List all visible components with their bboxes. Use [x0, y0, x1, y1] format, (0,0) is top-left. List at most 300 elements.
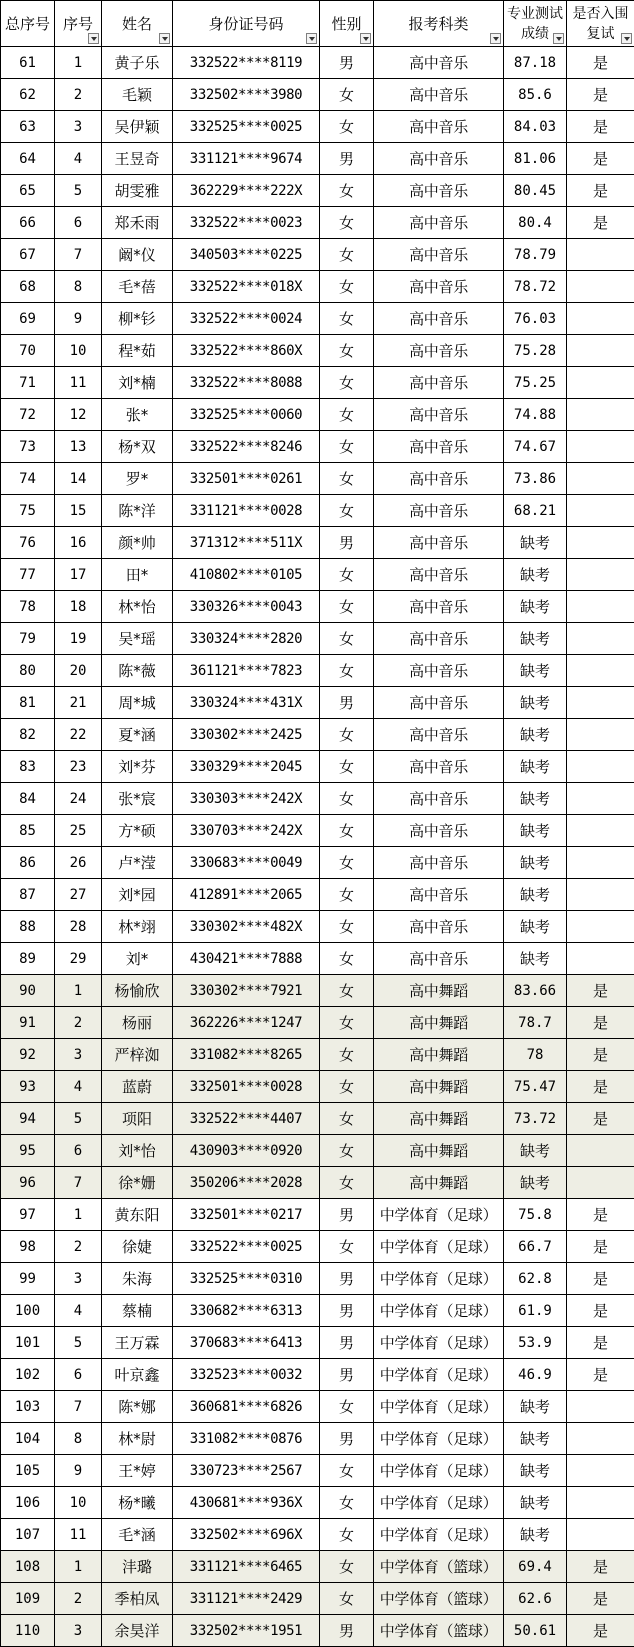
cell-pass[interactable] [567, 655, 634, 687]
cell-pass[interactable] [567, 463, 634, 495]
cell-name[interactable]: 陈*娜 [102, 1391, 173, 1423]
cell-total-seq[interactable]: 107 [1, 1519, 55, 1551]
cell-gender[interactable]: 女 [320, 271, 374, 303]
cell-id-number[interactable]: 330723****2567 [173, 1455, 320, 1487]
cell-pass[interactable]: 是 [567, 207, 634, 239]
cell-score[interactable]: 61.9 [504, 1295, 567, 1327]
cell-total-seq[interactable]: 74 [1, 463, 55, 495]
cell-id-number[interactable]: 332522****0025 [173, 1231, 320, 1263]
cell-seq[interactable]: 5 [55, 1103, 102, 1135]
cell-subject[interactable]: 高中舞蹈 [374, 1071, 504, 1103]
cell-total-seq[interactable]: 71 [1, 367, 55, 399]
cell-id-number[interactable]: 332522****860X [173, 335, 320, 367]
cell-score[interactable]: 缺考 [504, 687, 567, 719]
cell-name[interactable]: 刘* [102, 943, 173, 975]
cell-pass[interactable] [567, 815, 634, 847]
cell-id-number[interactable]: 410802****0105 [173, 559, 320, 591]
cell-total-seq[interactable]: 88 [1, 911, 55, 943]
cell-name[interactable]: 陈*薇 [102, 655, 173, 687]
cell-score[interactable]: 缺考 [504, 1455, 567, 1487]
cell-subject[interactable]: 高中音乐 [374, 559, 504, 591]
cell-pass[interactable]: 是 [567, 1199, 634, 1231]
cell-seq[interactable]: 14 [55, 463, 102, 495]
cell-gender[interactable]: 女 [320, 1039, 374, 1071]
cell-id-number[interactable]: 340503****0225 [173, 239, 320, 271]
cell-gender[interactable]: 女 [320, 623, 374, 655]
cell-id-number[interactable]: 332525****0310 [173, 1263, 320, 1295]
cell-score[interactable]: 缺考 [504, 1391, 567, 1423]
cell-id-number[interactable]: 332522****8119 [173, 47, 320, 79]
cell-seq[interactable]: 26 [55, 847, 102, 879]
cell-gender[interactable]: 女 [320, 655, 374, 687]
cell-total-seq[interactable]: 92 [1, 1039, 55, 1071]
cell-seq[interactable]: 11 [55, 1519, 102, 1551]
cell-gender[interactable]: 女 [320, 79, 374, 111]
cell-score[interactable]: 68.21 [504, 495, 567, 527]
cell-gender[interactable]: 女 [320, 1231, 374, 1263]
cell-seq[interactable]: 24 [55, 783, 102, 815]
cell-score[interactable]: 84.03 [504, 111, 567, 143]
cell-name[interactable]: 项阳 [102, 1103, 173, 1135]
cell-id-number[interactable]: 331082****0876 [173, 1423, 320, 1455]
cell-pass[interactable]: 是 [567, 1359, 634, 1391]
cell-score[interactable]: 78.7 [504, 1007, 567, 1039]
cell-name[interactable]: 徐婕 [102, 1231, 173, 1263]
cell-score[interactable]: 46.9 [504, 1359, 567, 1391]
cell-gender[interactable]: 女 [320, 335, 374, 367]
cell-subject[interactable]: 高中音乐 [374, 111, 504, 143]
cell-gender[interactable]: 女 [320, 463, 374, 495]
cell-score[interactable]: 75.47 [504, 1071, 567, 1103]
cell-gender[interactable]: 男 [320, 1295, 374, 1327]
cell-subject[interactable]: 高中舞蹈 [374, 975, 504, 1007]
cell-name[interactable]: 田* [102, 559, 173, 591]
cell-seq[interactable]: 4 [55, 1071, 102, 1103]
cell-gender[interactable]: 女 [320, 1583, 374, 1615]
cell-pass[interactable]: 是 [567, 1263, 634, 1295]
cell-pass[interactable] [567, 271, 634, 303]
cell-gender[interactable]: 女 [320, 719, 374, 751]
cell-name[interactable]: 周*城 [102, 687, 173, 719]
cell-pass[interactable] [567, 1167, 634, 1199]
cell-gender[interactable]: 女 [320, 559, 374, 591]
cell-pass[interactable]: 是 [567, 1615, 634, 1647]
cell-gender[interactable]: 女 [320, 239, 374, 271]
cell-id-number[interactable]: 350206****2028 [173, 1167, 320, 1199]
cell-gender[interactable]: 女 [320, 1519, 374, 1551]
cell-name[interactable]: 陈*洋 [102, 495, 173, 527]
cell-pass[interactable] [567, 239, 634, 271]
cell-total-seq[interactable]: 100 [1, 1295, 55, 1327]
cell-total-seq[interactable]: 63 [1, 111, 55, 143]
cell-subject[interactable]: 高中音乐 [374, 335, 504, 367]
cell-seq[interactable]: 8 [55, 271, 102, 303]
cell-seq[interactable]: 1 [55, 47, 102, 79]
cell-subject[interactable]: 高中音乐 [374, 495, 504, 527]
cell-total-seq[interactable]: 99 [1, 1263, 55, 1295]
cell-seq[interactable]: 7 [55, 1391, 102, 1423]
cell-name[interactable]: 余昊洋 [102, 1615, 173, 1647]
cell-seq[interactable]: 3 [55, 1039, 102, 1071]
cell-id-number[interactable]: 362226****1247 [173, 1007, 320, 1039]
cell-score[interactable]: 缺考 [504, 591, 567, 623]
cell-gender[interactable]: 女 [320, 847, 374, 879]
cell-seq[interactable]: 8 [55, 1423, 102, 1455]
cell-seq[interactable]: 13 [55, 431, 102, 463]
cell-seq[interactable]: 4 [55, 143, 102, 175]
cell-seq[interactable]: 6 [55, 1359, 102, 1391]
cell-id-number[interactable]: 331121****6465 [173, 1551, 320, 1583]
cell-id-number[interactable]: 332522****0024 [173, 303, 320, 335]
cell-total-seq[interactable]: 97 [1, 1199, 55, 1231]
cell-subject[interactable]: 高中音乐 [374, 47, 504, 79]
cell-seq[interactable]: 3 [55, 1263, 102, 1295]
cell-total-seq[interactable]: 79 [1, 623, 55, 655]
cell-subject[interactable]: 高中音乐 [374, 847, 504, 879]
cell-seq[interactable]: 6 [55, 207, 102, 239]
cell-seq[interactable]: 3 [55, 1615, 102, 1647]
cell-total-seq[interactable]: 106 [1, 1487, 55, 1519]
cell-name[interactable]: 刘*园 [102, 879, 173, 911]
cell-subject[interactable]: 高中音乐 [374, 79, 504, 111]
cell-gender[interactable]: 女 [320, 975, 374, 1007]
cell-pass[interactable] [567, 1135, 634, 1167]
cell-name[interactable]: 杨丽 [102, 1007, 173, 1039]
cell-name[interactable]: 蓝蔚 [102, 1071, 173, 1103]
cell-score[interactable]: 缺考 [504, 911, 567, 943]
cell-pass[interactable] [567, 751, 634, 783]
cell-subject[interactable]: 高中音乐 [374, 527, 504, 559]
cell-total-seq[interactable]: 109 [1, 1583, 55, 1615]
cell-id-number[interactable]: 330303****242X [173, 783, 320, 815]
cell-subject[interactable]: 中学体育（足球） [374, 1455, 504, 1487]
cell-score[interactable]: 缺考 [504, 751, 567, 783]
cell-total-seq[interactable]: 90 [1, 975, 55, 1007]
cell-id-number[interactable]: 430681****936X [173, 1487, 320, 1519]
cell-id-number[interactable]: 331121****9674 [173, 143, 320, 175]
cell-id-number[interactable]: 330703****242X [173, 815, 320, 847]
cell-name[interactable]: 阚*仪 [102, 239, 173, 271]
cell-name[interactable]: 叶京鑫 [102, 1359, 173, 1391]
cell-pass[interactable]: 是 [567, 47, 634, 79]
cell-subject[interactable]: 中学体育（足球） [374, 1391, 504, 1423]
cell-name[interactable]: 张* [102, 399, 173, 431]
cell-seq[interactable]: 12 [55, 399, 102, 431]
cell-total-seq[interactable]: 94 [1, 1103, 55, 1135]
cell-id-number[interactable]: 330302****2425 [173, 719, 320, 751]
cell-score[interactable]: 缺考 [504, 655, 567, 687]
cell-total-seq[interactable]: 110 [1, 1615, 55, 1647]
cell-score[interactable]: 74.67 [504, 431, 567, 463]
cell-seq[interactable]: 20 [55, 655, 102, 687]
cell-id-number[interactable]: 331121****0028 [173, 495, 320, 527]
cell-score[interactable]: 62.8 [504, 1263, 567, 1295]
cell-gender[interactable]: 女 [320, 1007, 374, 1039]
cell-pass[interactable]: 是 [567, 1231, 634, 1263]
cell-seq[interactable]: 4 [55, 1295, 102, 1327]
cell-pass[interactable] [567, 623, 634, 655]
cell-gender[interactable]: 男 [320, 527, 374, 559]
cell-subject[interactable]: 高中舞蹈 [374, 1007, 504, 1039]
cell-seq[interactable]: 10 [55, 1487, 102, 1519]
cell-score[interactable]: 缺考 [504, 1519, 567, 1551]
cell-gender[interactable]: 男 [320, 1199, 374, 1231]
cell-total-seq[interactable]: 65 [1, 175, 55, 207]
cell-subject[interactable]: 高中音乐 [374, 783, 504, 815]
cell-total-seq[interactable]: 77 [1, 559, 55, 591]
cell-seq[interactable]: 25 [55, 815, 102, 847]
cell-pass[interactable]: 是 [567, 1071, 634, 1103]
cell-pass[interactable]: 是 [567, 175, 634, 207]
cell-total-seq[interactable]: 91 [1, 1007, 55, 1039]
cell-total-seq[interactable]: 70 [1, 335, 55, 367]
cell-subject[interactable]: 高中音乐 [374, 463, 504, 495]
cell-pass[interactable] [567, 943, 634, 975]
cell-seq[interactable]: 17 [55, 559, 102, 591]
cell-id-number[interactable]: 330324****2820 [173, 623, 320, 655]
cell-subject[interactable]: 中学体育（足球） [374, 1263, 504, 1295]
cell-score[interactable]: 缺考 [504, 719, 567, 751]
cell-score[interactable]: 缺考 [504, 879, 567, 911]
cell-pass[interactable] [567, 911, 634, 943]
cell-pass[interactable]: 是 [567, 1295, 634, 1327]
cell-seq[interactable]: 29 [55, 943, 102, 975]
cell-pass[interactable]: 是 [567, 1039, 634, 1071]
cell-gender[interactable]: 女 [320, 431, 374, 463]
cell-score[interactable]: 73.72 [504, 1103, 567, 1135]
cell-id-number[interactable]: 332525****0025 [173, 111, 320, 143]
cell-score[interactable]: 50.61 [504, 1615, 567, 1647]
cell-name[interactable]: 胡雯雅 [102, 175, 173, 207]
cell-score[interactable]: 75.8 [504, 1199, 567, 1231]
cell-score[interactable]: 缺考 [504, 847, 567, 879]
cell-score[interactable]: 80.4 [504, 207, 567, 239]
cell-total-seq[interactable]: 98 [1, 1231, 55, 1263]
cell-name[interactable]: 刘*楠 [102, 367, 173, 399]
filter-dropdown-icon[interactable] [621, 33, 632, 44]
cell-score[interactable]: 缺考 [504, 623, 567, 655]
cell-name[interactable]: 刘*芬 [102, 751, 173, 783]
cell-score[interactable]: 73.86 [504, 463, 567, 495]
cell-seq[interactable]: 23 [55, 751, 102, 783]
cell-subject[interactable]: 高中音乐 [374, 591, 504, 623]
cell-name[interactable]: 严梓洳 [102, 1039, 173, 1071]
cell-pass[interactable] [567, 719, 634, 751]
cell-score[interactable]: 缺考 [504, 1135, 567, 1167]
cell-pass[interactable] [567, 303, 634, 335]
cell-pass[interactable] [567, 687, 634, 719]
cell-seq[interactable]: 28 [55, 911, 102, 943]
cell-name[interactable]: 王*婷 [102, 1455, 173, 1487]
cell-subject[interactable]: 中学体育（足球） [374, 1231, 504, 1263]
cell-total-seq[interactable]: 86 [1, 847, 55, 879]
cell-score[interactable]: 87.18 [504, 47, 567, 79]
cell-subject[interactable]: 高中音乐 [374, 175, 504, 207]
cell-subject[interactable]: 高中音乐 [374, 431, 504, 463]
cell-score[interactable]: 缺考 [504, 1167, 567, 1199]
cell-id-number[interactable]: 332502****3980 [173, 79, 320, 111]
cell-gender[interactable]: 女 [320, 1167, 374, 1199]
cell-score[interactable]: 80.45 [504, 175, 567, 207]
cell-name[interactable]: 程*茹 [102, 335, 173, 367]
cell-pass[interactable] [567, 879, 634, 911]
cell-seq[interactable]: 15 [55, 495, 102, 527]
cell-subject[interactable]: 高中音乐 [374, 271, 504, 303]
cell-pass[interactable] [567, 1519, 634, 1551]
cell-subject[interactable]: 高中音乐 [374, 303, 504, 335]
cell-score[interactable]: 缺考 [504, 783, 567, 815]
filter-dropdown-icon[interactable] [360, 33, 371, 44]
cell-id-number[interactable]: 430421****7888 [173, 943, 320, 975]
cell-name[interactable]: 卢*滢 [102, 847, 173, 879]
cell-seq[interactable]: 22 [55, 719, 102, 751]
cell-subject[interactable]: 高中音乐 [374, 751, 504, 783]
cell-seq[interactable]: 5 [55, 1327, 102, 1359]
cell-gender[interactable]: 男 [320, 687, 374, 719]
cell-score[interactable]: 69.4 [504, 1551, 567, 1583]
cell-id-number[interactable]: 360681****6826 [173, 1391, 320, 1423]
cell-subject[interactable]: 高中音乐 [374, 143, 504, 175]
cell-gender[interactable]: 男 [320, 1359, 374, 1391]
cell-seq[interactable]: 16 [55, 527, 102, 559]
cell-name[interactable]: 刘*怡 [102, 1135, 173, 1167]
cell-name[interactable]: 杨愉欣 [102, 975, 173, 1007]
cell-score[interactable]: 75.25 [504, 367, 567, 399]
cell-seq[interactable]: 21 [55, 687, 102, 719]
cell-name[interactable]: 王昱奇 [102, 143, 173, 175]
cell-seq[interactable]: 2 [55, 1007, 102, 1039]
cell-total-seq[interactable]: 61 [1, 47, 55, 79]
cell-pass[interactable] [567, 527, 634, 559]
cell-score[interactable]: 85.6 [504, 79, 567, 111]
cell-total-seq[interactable]: 87 [1, 879, 55, 911]
cell-subject[interactable]: 高中音乐 [374, 879, 504, 911]
cell-seq[interactable]: 10 [55, 335, 102, 367]
cell-id-number[interactable]: 332502****696X [173, 1519, 320, 1551]
cell-seq[interactable]: 7 [55, 1167, 102, 1199]
cell-gender[interactable]: 男 [320, 47, 374, 79]
cell-score[interactable]: 78.72 [504, 271, 567, 303]
cell-subject[interactable]: 高中舞蹈 [374, 1039, 504, 1071]
cell-pass[interactable]: 是 [567, 1103, 634, 1135]
cell-score[interactable]: 62.6 [504, 1583, 567, 1615]
cell-id-number[interactable]: 330683****0049 [173, 847, 320, 879]
cell-subject[interactable]: 高中音乐 [374, 911, 504, 943]
cell-name[interactable]: 蔡楠 [102, 1295, 173, 1327]
cell-name[interactable]: 毛*蓓 [102, 271, 173, 303]
filter-dropdown-icon[interactable] [553, 33, 564, 44]
cell-name[interactable]: 郑禾雨 [102, 207, 173, 239]
cell-total-seq[interactable]: 104 [1, 1423, 55, 1455]
cell-seq[interactable]: 5 [55, 175, 102, 207]
cell-pass[interactable] [567, 399, 634, 431]
cell-gender[interactable]: 女 [320, 175, 374, 207]
cell-name[interactable]: 林*怡 [102, 591, 173, 623]
cell-gender[interactable]: 女 [320, 1391, 374, 1423]
cell-total-seq[interactable]: 93 [1, 1071, 55, 1103]
cell-score[interactable]: 78.79 [504, 239, 567, 271]
cell-score[interactable]: 缺考 [504, 943, 567, 975]
cell-pass[interactable] [567, 1391, 634, 1423]
cell-pass[interactable] [567, 1455, 634, 1487]
cell-pass[interactable] [567, 847, 634, 879]
cell-score[interactable]: 缺考 [504, 1487, 567, 1519]
cell-total-seq[interactable]: 85 [1, 815, 55, 847]
cell-subject[interactable]: 高中音乐 [374, 687, 504, 719]
cell-score[interactable]: 66.7 [504, 1231, 567, 1263]
cell-seq[interactable]: 1 [55, 1551, 102, 1583]
cell-id-number[interactable]: 331082****8265 [173, 1039, 320, 1071]
filter-dropdown-icon[interactable] [306, 33, 317, 44]
cell-id-number[interactable]: 332522****018X [173, 271, 320, 303]
cell-seq[interactable]: 1 [55, 1199, 102, 1231]
cell-name[interactable]: 张*宸 [102, 783, 173, 815]
cell-subject[interactable]: 中学体育（篮球） [374, 1615, 504, 1647]
cell-name[interactable]: 柳*钐 [102, 303, 173, 335]
cell-total-seq[interactable]: 95 [1, 1135, 55, 1167]
cell-name[interactable]: 杨*曦 [102, 1487, 173, 1519]
cell-id-number[interactable]: 330326****0043 [173, 591, 320, 623]
cell-score[interactable]: 81.06 [504, 143, 567, 175]
cell-name[interactable]: 季柏凤 [102, 1583, 173, 1615]
cell-seq[interactable]: 2 [55, 79, 102, 111]
cell-id-number[interactable]: 332522****4407 [173, 1103, 320, 1135]
cell-pass[interactable]: 是 [567, 975, 634, 1007]
cell-gender[interactable]: 女 [320, 207, 374, 239]
cell-seq[interactable]: 6 [55, 1135, 102, 1167]
cell-name[interactable]: 沣璐 [102, 1551, 173, 1583]
cell-seq[interactable]: 27 [55, 879, 102, 911]
cell-name[interactable]: 杨*双 [102, 431, 173, 463]
cell-gender[interactable]: 女 [320, 815, 374, 847]
cell-total-seq[interactable]: 76 [1, 527, 55, 559]
cell-id-number[interactable]: 330324****431X [173, 687, 320, 719]
cell-total-seq[interactable]: 102 [1, 1359, 55, 1391]
cell-seq[interactable]: 7 [55, 239, 102, 271]
cell-subject[interactable]: 高中音乐 [374, 943, 504, 975]
cell-gender[interactable]: 男 [320, 1423, 374, 1455]
cell-subject[interactable]: 中学体育（篮球） [374, 1551, 504, 1583]
cell-subject[interactable]: 高中音乐 [374, 719, 504, 751]
cell-pass[interactable]: 是 [567, 111, 634, 143]
cell-subject[interactable]: 高中音乐 [374, 623, 504, 655]
cell-score[interactable]: 53.9 [504, 1327, 567, 1359]
cell-gender[interactable]: 女 [320, 591, 374, 623]
cell-total-seq[interactable]: 82 [1, 719, 55, 751]
cell-pass[interactable]: 是 [567, 1583, 634, 1615]
cell-pass[interactable] [567, 783, 634, 815]
cell-pass[interactable] [567, 495, 634, 527]
cell-gender[interactable]: 女 [320, 783, 374, 815]
cell-gender[interactable]: 女 [320, 879, 374, 911]
filter-dropdown-icon[interactable] [88, 33, 99, 44]
cell-pass[interactable] [567, 335, 634, 367]
cell-id-number[interactable]: 361121****7823 [173, 655, 320, 687]
cell-subject[interactable]: 中学体育（足球） [374, 1359, 504, 1391]
cell-gender[interactable]: 男 [320, 1327, 374, 1359]
cell-total-seq[interactable]: 80 [1, 655, 55, 687]
cell-subject[interactable]: 高中音乐 [374, 399, 504, 431]
cell-id-number[interactable]: 331121****2429 [173, 1583, 320, 1615]
cell-subject[interactable]: 高中音乐 [374, 207, 504, 239]
cell-gender[interactable]: 男 [320, 143, 374, 175]
cell-score[interactable]: 76.03 [504, 303, 567, 335]
cell-subject[interactable]: 中学体育（足球） [374, 1519, 504, 1551]
cell-gender[interactable]: 女 [320, 1455, 374, 1487]
cell-name[interactable]: 夏*涵 [102, 719, 173, 751]
cell-gender[interactable]: 女 [320, 1487, 374, 1519]
cell-name[interactable]: 吴*瑶 [102, 623, 173, 655]
